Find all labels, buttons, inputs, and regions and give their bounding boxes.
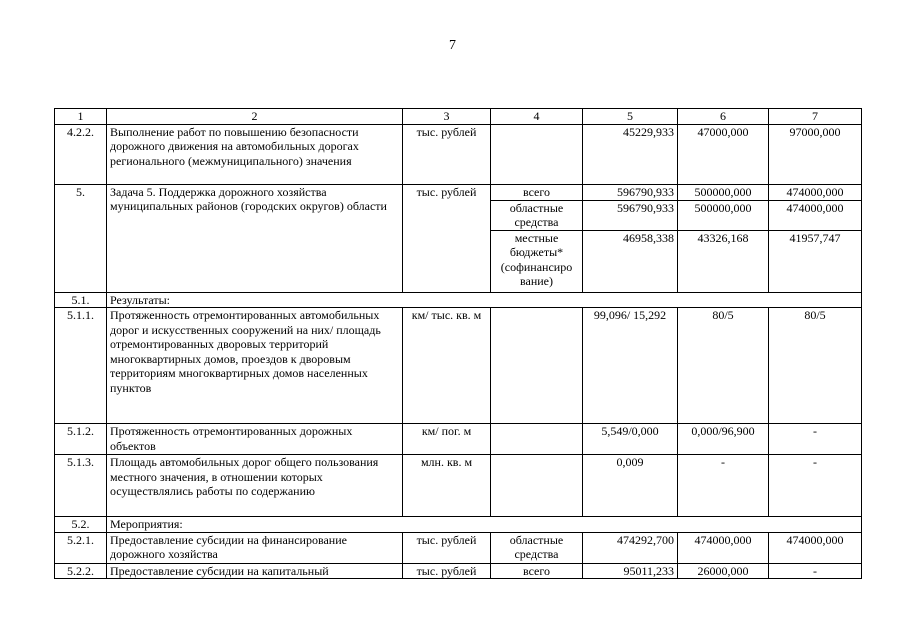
row-source (491, 124, 583, 184)
value-col5: 99,096/ 15,292 (583, 308, 678, 424)
row-source: всего (491, 184, 583, 200)
row-description: Предоставление субсидии на финансирование дорожного хозяйства (107, 532, 403, 563)
section-title: Мероприятия: (107, 517, 862, 533)
value-col7: 474000,000 (769, 200, 862, 230)
row-number: 5. (55, 184, 107, 292)
value-col5: 0,009 (583, 455, 678, 517)
row-description: Протяженность отремонтированных дорожных объектов (107, 424, 403, 455)
value-col6: - (678, 455, 769, 517)
value-col5: 5,549/0,000 (583, 424, 678, 455)
row-source: областные средства (491, 200, 583, 230)
row-source (491, 455, 583, 517)
value-col6: 0,000/96,900 (678, 424, 769, 455)
value-col6: 80/5 (678, 308, 769, 424)
header-cell: 1 (55, 109, 107, 125)
value-col7: - (769, 424, 862, 455)
value-col6: 474000,000 (678, 532, 769, 563)
row-description: Задача 5. Поддержка дорожного хозяйства муниципальных районов (городских округов) области (107, 184, 403, 292)
row-description: Площадь автомобильных дорог общего пользования местного значения, в отношении которых осуществлялись работы по содержанию (107, 455, 403, 517)
header-cell: 2 (107, 109, 403, 125)
row-source (491, 308, 583, 424)
value-col5: 46958,338 (583, 230, 678, 292)
row-number: 4.2.2. (55, 124, 107, 184)
header-cell: 3 (403, 109, 491, 125)
value-col7: 97000,000 (769, 124, 862, 184)
value-col6: 26000,000 (678, 563, 769, 579)
table-row (55, 455, 862, 517)
table-row (55, 532, 862, 563)
value-col7: 41957,747 (769, 230, 862, 292)
row-unit: км/ пог. м (403, 424, 491, 455)
value-col6: 47000,000 (678, 124, 769, 184)
value-col5: 95011,233 (583, 563, 678, 579)
value-col7: 474000,000 (769, 184, 862, 200)
row-number: 5.1.2. (55, 424, 107, 455)
value-col5: 45229,933 (583, 124, 678, 184)
value-col5: 474292,700 (583, 532, 678, 563)
value-col6: 43326,168 (678, 230, 769, 292)
row-description: Предоставление субсидии на капитальный (107, 563, 403, 579)
row-number: 5.1.1. (55, 308, 107, 424)
page-number: 7 (449, 38, 456, 53)
row-unit: тыс. рублей (403, 124, 491, 184)
table-row (55, 563, 862, 579)
section-title: Результаты: (107, 292, 862, 308)
row-number: 5.2.1. (55, 532, 107, 563)
row-unit: тыс. рублей (403, 532, 491, 563)
row-source (491, 424, 583, 455)
table-row (55, 184, 862, 200)
row-number: 5.1. (55, 292, 107, 308)
row-unit: тыс. рублей (403, 184, 491, 292)
value-col7: 80/5 (769, 308, 862, 424)
value-col6: 500000,000 (678, 200, 769, 230)
header-cell: 7 (769, 109, 862, 125)
row-number: 5.2.2. (55, 563, 107, 579)
table-row (55, 308, 862, 424)
header-cell: 6 (678, 109, 769, 125)
value-col6: 500000,000 (678, 184, 769, 200)
table-row (55, 424, 862, 455)
header-cell: 5 (583, 109, 678, 125)
row-unit: млн. кв. м (403, 455, 491, 517)
row-source: местные бюджеты* (софинансиро вание) (491, 230, 583, 292)
row-unit: км/ тыс. кв. м (403, 308, 491, 424)
table-row (55, 124, 862, 184)
row-number: 5.1.3. (55, 455, 107, 517)
row-description: Протяженность отремонтированных автомобильных дорог и искусственных сооружений на них/ площадь отремонтированных дворовых территорий многоквартирных домов, проездов к дворовым территориям многоквартирных домов населенных пунктов (107, 308, 403, 424)
value-col5: 596790,933 (583, 184, 678, 200)
value-col7: - (769, 455, 862, 517)
value-col7: - (769, 563, 862, 579)
value-col7: 474000,000 (769, 532, 862, 563)
row-source: областные средства (491, 532, 583, 563)
row-source: всего (491, 563, 583, 579)
section-row (55, 292, 862, 308)
row-unit: тыс. рублей (403, 563, 491, 579)
row-description: Выполнение работ по повышению безопасности дорожного движения на автомобильных дорогах регионального (межмуниципального) значения (107, 124, 403, 184)
value-col5: 596790,933 (583, 200, 678, 230)
row-number: 5.2. (55, 517, 107, 533)
header-row (55, 109, 862, 125)
program-table (54, 108, 862, 579)
section-row (55, 517, 862, 533)
header-cell: 4 (491, 109, 583, 125)
